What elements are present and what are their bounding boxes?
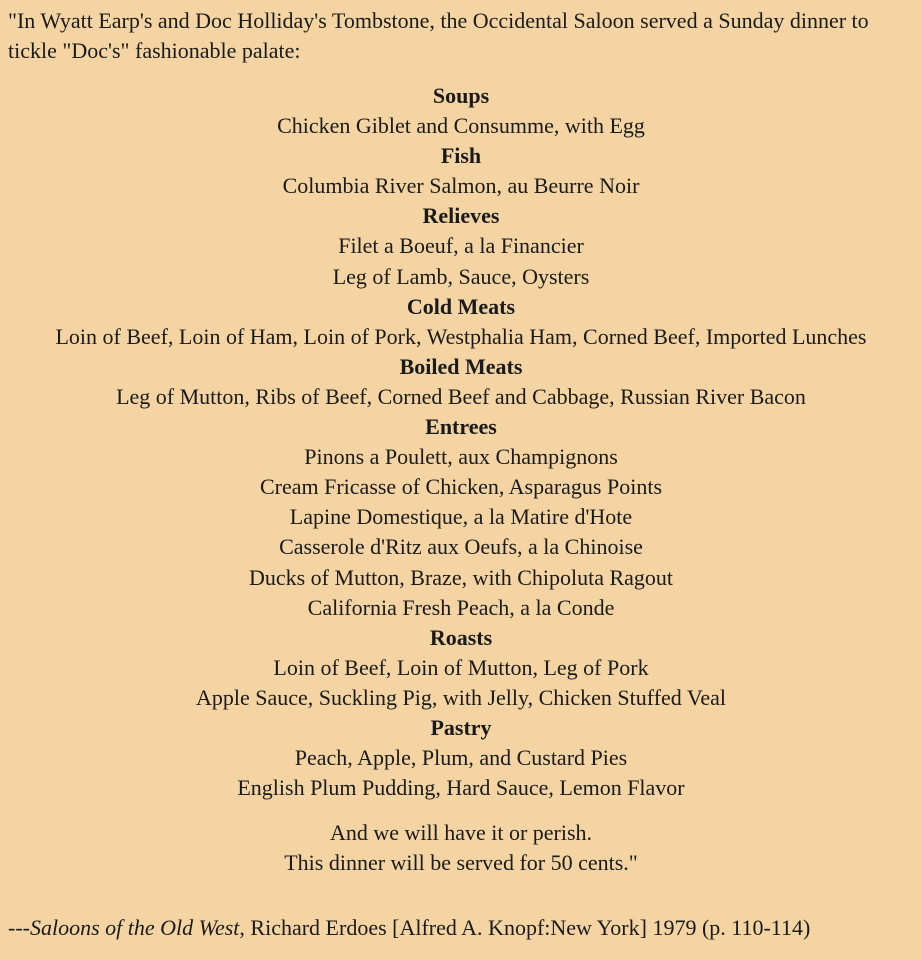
- closing-paragraph: [0, 818, 922, 878]
- menu-item: Lapine Domestique, a la Matire d'Hote: [289, 504, 633, 530]
- citation-details: , Richard Erdoes [Alfred A. Knopf:New York] 1979 (p. 110-114): [239, 915, 811, 940]
- section-title-soups: Soups: [432, 83, 490, 108]
- menu-item: Chicken Giblet and Consumme, with Egg: [277, 113, 645, 139]
- menu-item: Pinons a Poulett, aux Champignons: [304, 444, 618, 470]
- menu-item: Casserole d'Ritz aux Oeufs, a la Chinoise: [279, 534, 643, 560]
- section-title-pastry: Pastry: [430, 714, 492, 740]
- section-title-roasts: Roasts: [429, 624, 493, 650]
- section-title-cold-meats: Cold Meats: [406, 293, 516, 319]
- menu-item: Ducks of Mutton, Braze, with Chipoluta Ragout: [248, 564, 674, 590]
- menu-item: Leg of Lamb, Sauce, Oysters: [332, 263, 590, 289]
- menu-item: English Plum Pudding, Hard Sauce, Lemon Flavor: [237, 775, 685, 801]
- intro-paragraph: "In Wyatt Earp's and Doc Holliday's Tombstone, the Occidental Saloon served a Sunday dinner to tickle "Doc's" fashionable palate:: [8, 8, 869, 63]
- citation: [8, 913, 918, 943]
- section-title-fish: Fish: [440, 143, 482, 169]
- section-title-boiled-meats: Boiled Meats: [399, 353, 523, 379]
- menu-item: Cream Fricasse of Chicken, Asparagus Points: [259, 474, 663, 500]
- citation-prefix: ---: [8, 915, 30, 940]
- section-title-entrees: Entrees: [425, 414, 497, 440]
- menu-item: Leg of Mutton, Ribs of Beef, Corned Beef and Cabbage, Russian River Bacon: [116, 383, 806, 409]
- closing-line-1: And we will have it or perish.: [329, 820, 593, 845]
- menu-item: Columbia River Salmon, au Beurre Noir: [282, 173, 640, 199]
- menu-list: [0, 81, 922, 803]
- menu-item: Loin of Beef, Loin of Ham, Loin of Pork, Westphalia Ham, Corned Beef, Imported Lunches: [55, 323, 867, 349]
- citation-book-title: Saloons of the Old West: [29, 915, 240, 940]
- menu-item: Filet a Boeuf, a la Financier: [338, 233, 584, 259]
- menu-item: Apple Sauce, Suckling Pig, with Jelly, Chicken Stuffed Veal: [196, 684, 726, 710]
- menu-item: California Fresh Peach, a la Conde: [307, 594, 615, 620]
- menu-item: Loin of Beef, Loin of Mutton, Leg of Pork: [273, 654, 649, 680]
- menu-item: Peach, Apple, Plum, and Custard Pies: [294, 745, 628, 771]
- section-title-relieves: Relieves: [422, 203, 500, 229]
- closing-line-2: This dinner will be served for 50 cents.": [284, 850, 638, 875]
